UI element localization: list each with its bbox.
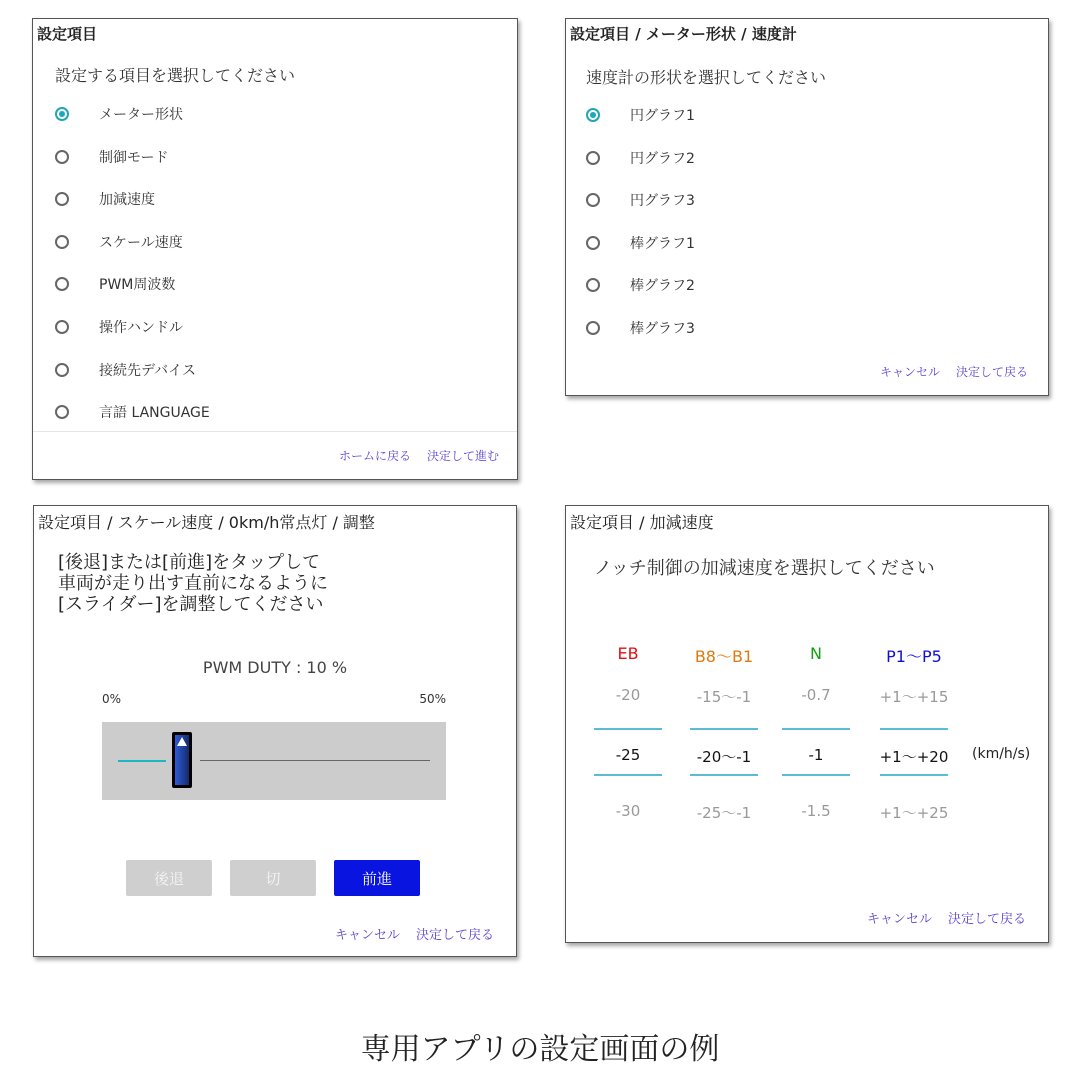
picker-selected-value[interactable]: -25 xyxy=(615,746,641,764)
panel-footer xyxy=(867,908,1026,927)
pwm-slider[interactable] xyxy=(102,722,446,800)
slider-track xyxy=(200,760,430,761)
reverse-button[interactable]: 後退 xyxy=(126,860,212,896)
slider-max-label: 50% xyxy=(419,692,446,706)
off-button[interactable]: 切 xyxy=(230,860,316,896)
panel-title: 設定項目 xyxy=(37,25,98,43)
slider-fill xyxy=(118,760,166,762)
column-header: N xyxy=(810,644,822,663)
selection-line xyxy=(880,774,948,776)
picker-value[interactable]: -20 xyxy=(615,686,641,704)
radio-option[interactable] xyxy=(55,312,183,342)
radio-option-label: 棒グラフ1 xyxy=(630,235,695,252)
up-arrow-icon xyxy=(177,737,187,746)
cancel-button[interactable]: キャンセル xyxy=(866,912,932,927)
radio-unchecked-icon[interactable] xyxy=(586,278,600,292)
pwm-duty-readout: PWM DUTY : 10 % xyxy=(202,658,348,677)
selection-line xyxy=(594,728,662,730)
confirm-next-button[interactable]: 決定して進む xyxy=(426,449,499,463)
panel-prompt: ノッチ制御の加減速度を選択してください xyxy=(594,558,935,579)
picker-value[interactable]: +1〜+25 xyxy=(879,804,949,822)
radio-checked-icon[interactable] xyxy=(586,108,600,122)
radio-unchecked-icon[interactable] xyxy=(586,321,600,335)
radio-option-label: 加減速度 xyxy=(99,192,155,209)
radio-option[interactable] xyxy=(586,100,695,130)
radio-option-label: スケール速度 xyxy=(99,234,183,251)
picker-value[interactable]: -1.5 xyxy=(801,802,831,820)
selection-line xyxy=(782,774,850,776)
radio-option-label: 円グラフ3 xyxy=(630,193,695,210)
radio-option-label: PWM周波数 xyxy=(99,277,176,294)
slider-min-label: 0% xyxy=(102,692,122,706)
acceleration-panel xyxy=(565,505,1049,943)
figure-caption: 専用アプリの設定画面の例 xyxy=(360,1032,720,1067)
confirm-back-button[interactable]: 決定して戻る xyxy=(955,365,1028,379)
radio-option-label: 操作ハンドル xyxy=(99,320,183,336)
radio-unchecked-icon[interactable] xyxy=(55,363,69,377)
radio-checked-icon[interactable] xyxy=(55,107,69,121)
instruction-line: [スライダー]を調整してください xyxy=(58,594,324,615)
radio-unchecked-icon[interactable] xyxy=(586,151,600,165)
radio-unchecked-icon[interactable] xyxy=(55,277,69,291)
radio-unchecked-icon[interactable] xyxy=(55,192,69,206)
picker-value[interactable]: +1〜+15 xyxy=(879,688,949,706)
panel-footer xyxy=(335,924,494,943)
picker-value[interactable]: -15〜-1 xyxy=(696,688,752,706)
picker-selected-value[interactable]: -1 xyxy=(808,746,824,764)
picker-value[interactable]: -25〜-1 xyxy=(696,804,752,822)
radio-option[interactable] xyxy=(55,227,183,257)
selection-line xyxy=(690,728,758,730)
radio-option-label: 円グラフ2 xyxy=(630,150,695,167)
radio-option[interactable] xyxy=(55,269,175,299)
unit-label: (km/h/s) xyxy=(972,746,1031,762)
instruction-line: 車両が走り出す直前になるように xyxy=(58,573,328,594)
radio-option-label: 棒グラフ2 xyxy=(630,278,695,295)
panel-title: 設定項目 / 加減速度 xyxy=(570,513,714,532)
selection-line xyxy=(782,728,850,730)
radio-option[interactable] xyxy=(55,99,183,129)
column-header: EB xyxy=(617,644,639,663)
column-header: P1〜P5 xyxy=(886,647,942,666)
radio-unchecked-icon[interactable] xyxy=(55,150,69,164)
panel-prompt: 速度計の形状を選択してください xyxy=(586,68,827,87)
panel-title: 設定項目 / スケール速度 / 0km/h常点灯 / 調整 xyxy=(38,513,375,532)
pwm-adjust-panel xyxy=(33,505,517,957)
radio-option[interactable] xyxy=(586,313,695,343)
radio-unchecked-icon[interactable] xyxy=(586,193,600,207)
radio-option[interactable] xyxy=(586,143,695,173)
radio-option[interactable] xyxy=(55,142,168,172)
radio-unchecked-icon[interactable] xyxy=(586,236,600,250)
radio-unchecked-icon[interactable] xyxy=(55,320,69,334)
picker-value[interactable]: -30 xyxy=(615,802,641,820)
instruction-line: [後退]または[前進]をタップして xyxy=(58,552,321,573)
panel-title: 設定項目 / メーター形状 / 速度計 xyxy=(570,25,797,43)
picker-value[interactable]: -0.7 xyxy=(801,686,831,704)
confirm-back-button[interactable]: 決定して戻る xyxy=(947,912,1026,927)
radio-option[interactable] xyxy=(55,397,210,427)
radio-option[interactable] xyxy=(55,355,196,385)
panel-footer xyxy=(880,363,1028,380)
selection-line xyxy=(880,728,948,730)
radio-option[interactable] xyxy=(55,184,155,214)
radio-option[interactable] xyxy=(586,185,695,215)
cancel-button[interactable]: キャンセル xyxy=(879,365,940,379)
selection-line xyxy=(690,774,758,776)
divider xyxy=(33,431,517,432)
radio-option-label: 制御モード xyxy=(99,149,169,166)
meter-shape-panel xyxy=(565,18,1049,396)
confirm-back-button[interactable]: 決定して戻る xyxy=(415,928,494,943)
column-header: B8〜B1 xyxy=(694,647,754,666)
radio-option-label: 棒グラフ3 xyxy=(630,321,695,337)
radio-option-label: 円グラフ1 xyxy=(630,108,695,124)
radio-unchecked-icon[interactable] xyxy=(55,405,69,419)
settings-panel xyxy=(32,18,518,480)
panel-prompt: 設定する項目を選択してください xyxy=(55,66,296,85)
home-button[interactable]: ホームに戻る xyxy=(338,449,411,463)
slider-thumb[interactable] xyxy=(172,732,192,788)
picker-selected-value[interactable]: -20〜-1 xyxy=(696,748,752,766)
picker-selected-value[interactable]: +1〜+20 xyxy=(879,748,949,766)
radio-unchecked-icon[interactable] xyxy=(55,235,69,249)
radio-option-label: 接続先デバイス xyxy=(99,362,197,379)
radio-option[interactable] xyxy=(586,270,695,300)
selection-line xyxy=(594,774,662,776)
cancel-button[interactable]: キャンセル xyxy=(334,928,400,943)
radio-option[interactable] xyxy=(586,228,695,258)
radio-option-label: メーター形状 xyxy=(99,107,183,123)
panel-footer xyxy=(339,447,499,464)
instructions xyxy=(58,552,328,615)
radio-option-label: 言語 LANGUAGE xyxy=(99,405,210,422)
forward-button[interactable]: 前進 xyxy=(334,860,420,896)
